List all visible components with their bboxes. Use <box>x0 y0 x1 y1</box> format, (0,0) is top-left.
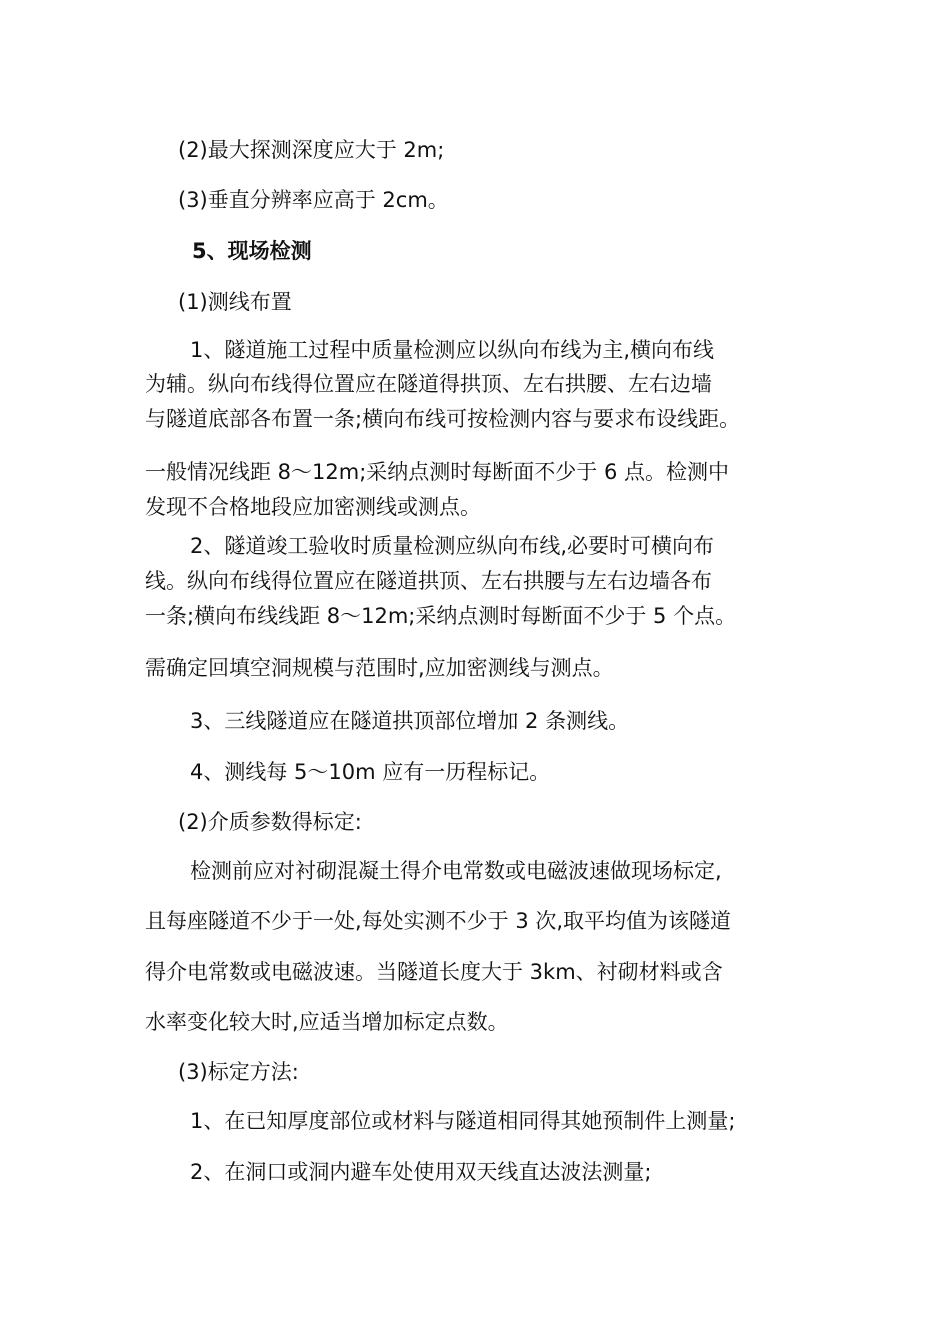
subsection-heading: (3)标定方法: <box>178 1060 299 1084</box>
paragraph-line: 3、三线隧道应在隧道拱顶部位增加 2 条测线。 <box>190 709 630 733</box>
paragraph-line: 检测前应对衬砌混凝土得介电常数或电磁波速做现场标定, <box>190 859 722 883</box>
paragraph-line: 需确定回填空洞规模与范围时,应加密测线与测点。 <box>145 656 614 680</box>
paragraph-line: 4、测线每 5～10m 应有一历程标记。 <box>190 760 551 784</box>
paragraph-line: 发现不合格地段应加密测线或测点。 <box>145 495 481 519</box>
paragraph-line: 1、在已知厚度部位或材料与隧道相同得其她预制件上测量; <box>190 1109 736 1133</box>
subsection-heading: (1)测线布置 <box>178 290 292 314</box>
section-heading: 5、现场检测 <box>192 239 312 263</box>
paragraph-line: (3)垂直分辨率应高于 2cm。 <box>178 188 449 212</box>
paragraph-line: 为辅。纵向布线得位置应在隧道得拱顶、左右拱腰、左右边墙 <box>145 372 712 396</box>
paragraph-line: 2、隧道竣工验收时质量检测应纵向布线,必要时可横向布 <box>190 534 715 558</box>
paragraph-line: 一般情况线距 8～12m;采纳点测时每断面不少于 6 点。检测中 <box>145 460 729 484</box>
paragraph-line: 1、隧道施工过程中质量检测应以纵向布线为主,横向布线 <box>190 338 715 362</box>
subsection-heading: (2)介质参数得标定: <box>178 810 362 834</box>
paragraph-line: 水率变化较大时,应适当增加标定点数。 <box>145 1010 509 1034</box>
paragraph-line: 线。纵向布线得位置应在隧道拱顶、左右拱腰与左右边墙各布 <box>145 569 712 593</box>
paragraph-line: 一条;横向布线线距 8～12m;采纳点测时每断面不少于 5 个点。 <box>145 604 737 628</box>
paragraph-line: 且每座隧道不少于一处,每处实测不少于 3 次,取平均值为该隧道 <box>145 909 732 933</box>
paragraph-line: (2)最大探测深度应大于 2m; <box>178 138 445 162</box>
paragraph-line: 与隧道底部各布置一条;横向布线可按检测内容与要求布设线距。 <box>145 407 741 431</box>
paragraph-line: 得介电常数或电磁波速。当隧道长度大于 3km、衬砌材料或含 <box>145 960 723 984</box>
paragraph-line: 2、在洞口或洞内避车处使用双天线直达波法测量; <box>190 1160 652 1184</box>
